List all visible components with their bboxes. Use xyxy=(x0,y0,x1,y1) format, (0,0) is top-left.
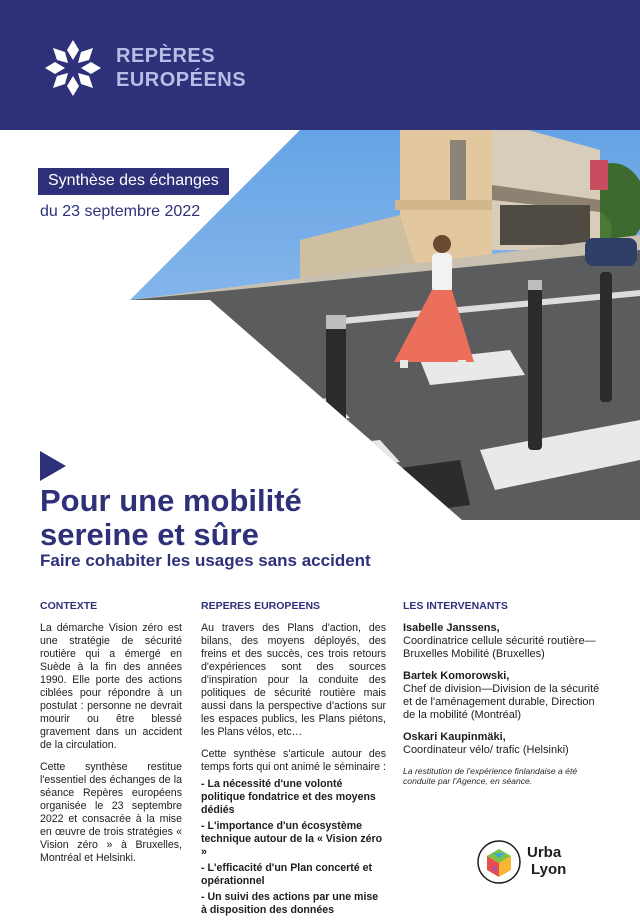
speaker-role: Coordinatrice cellule sécurité routière—Bruxelles Mobilité (Bruxelles) xyxy=(403,635,596,660)
bullet-item: - L'efficacité d'un Plan concerté et opérationnel xyxy=(201,862,373,887)
bullet-item: - Un suivi des actions par une mise à disposition des données xyxy=(201,891,379,916)
bullet-item: - La nécessité d'une volonté politique fondatrice et des moyens dédiés xyxy=(201,778,376,816)
urba-text: Urba xyxy=(527,844,562,861)
speaker-name: Bartek Komorowski, xyxy=(403,670,510,682)
speaker-name: Oskari Kaupinmäki, xyxy=(403,731,506,743)
reperes-heading: REPERES EUROPEENS xyxy=(201,600,321,612)
triangle-marker-icon xyxy=(40,451,66,481)
reperes-paragraph-1: Au travers des Plans d'action, des bilans, des moyens déployés, des freins et des succès, ces trois retours d'expériences sont des sources d'inspiration pour la conduite des politiques de sécurité routière mais aussi dans la perspective d'actions sur les espaces publics, les Plans piétons, les Plans vélos, etc… xyxy=(201,622,386,738)
speaker-name: Isabelle Janssens, xyxy=(403,622,500,634)
event-date: du 23 septembre 2022 xyxy=(40,203,201,220)
context-heading: CONTEXTE xyxy=(40,600,98,612)
brand-line-2: EUROPÉENS xyxy=(116,69,247,91)
column-context xyxy=(40,600,182,874)
speaker-role: Chef de division—Division de la sécurité et de l'aménagement durable, Direction de la mobilité (Montréal) xyxy=(403,683,600,721)
context-paragraph-2: Cette synthèse restitue l'essentiel des échanges de la séance Repères européens organisée le 23 septembre 2022 et consacrée à la mise en œuvre de trois stratégies « Vision zéro » à Bruxelles, Montréal et Helsinki. xyxy=(40,761,182,864)
synthesis-tag: Synthèse des échanges xyxy=(38,168,229,195)
bullet-item: - L'importance d'un écosystème technique autour de la « Vision zéro » xyxy=(201,820,383,858)
brand-name xyxy=(116,44,246,92)
speakers-heading: LES INTERVENANTS xyxy=(403,600,508,612)
urbalyon-logo xyxy=(473,836,593,886)
snowflake-logo-icon xyxy=(40,38,106,98)
page-title xyxy=(40,484,302,552)
column-speakers xyxy=(403,600,603,786)
page-subtitle: Faire cohabiter les usages sans accident xyxy=(40,551,371,570)
speaker-item xyxy=(403,670,603,722)
title-line-1: Pour une mobilité xyxy=(40,483,302,518)
speaker-item xyxy=(403,731,603,757)
column-reperes xyxy=(201,600,386,920)
cube-logo-icon xyxy=(478,841,520,883)
restitution-note: La restitution de l'expérience finlandaise a été conduite par l'Agence, en séance. xyxy=(403,766,578,786)
title-line-2: sereine et sûre xyxy=(40,517,259,552)
context-paragraph-1: La démarche Vision zéro est une stratégie de sécurité routière qui a émergé en Suède à la fin des années 1990. Elle porte des actions ciblées pour répondre à un postulat : personne ne devrait mourir ou être blessé gravement dans un accident de la circulation. xyxy=(40,622,182,751)
speaker-item xyxy=(403,622,603,661)
speaker-role: Coordinateur vélo/ trafic (Helsinki) xyxy=(403,744,569,756)
brand-line-1: REPÈRES xyxy=(116,45,216,67)
reperes-paragraph-2: Cette synthèse s'articule autour des temps forts qui ont animé le séminaire : xyxy=(201,748,386,773)
lyon-text: Lyon xyxy=(531,861,567,878)
